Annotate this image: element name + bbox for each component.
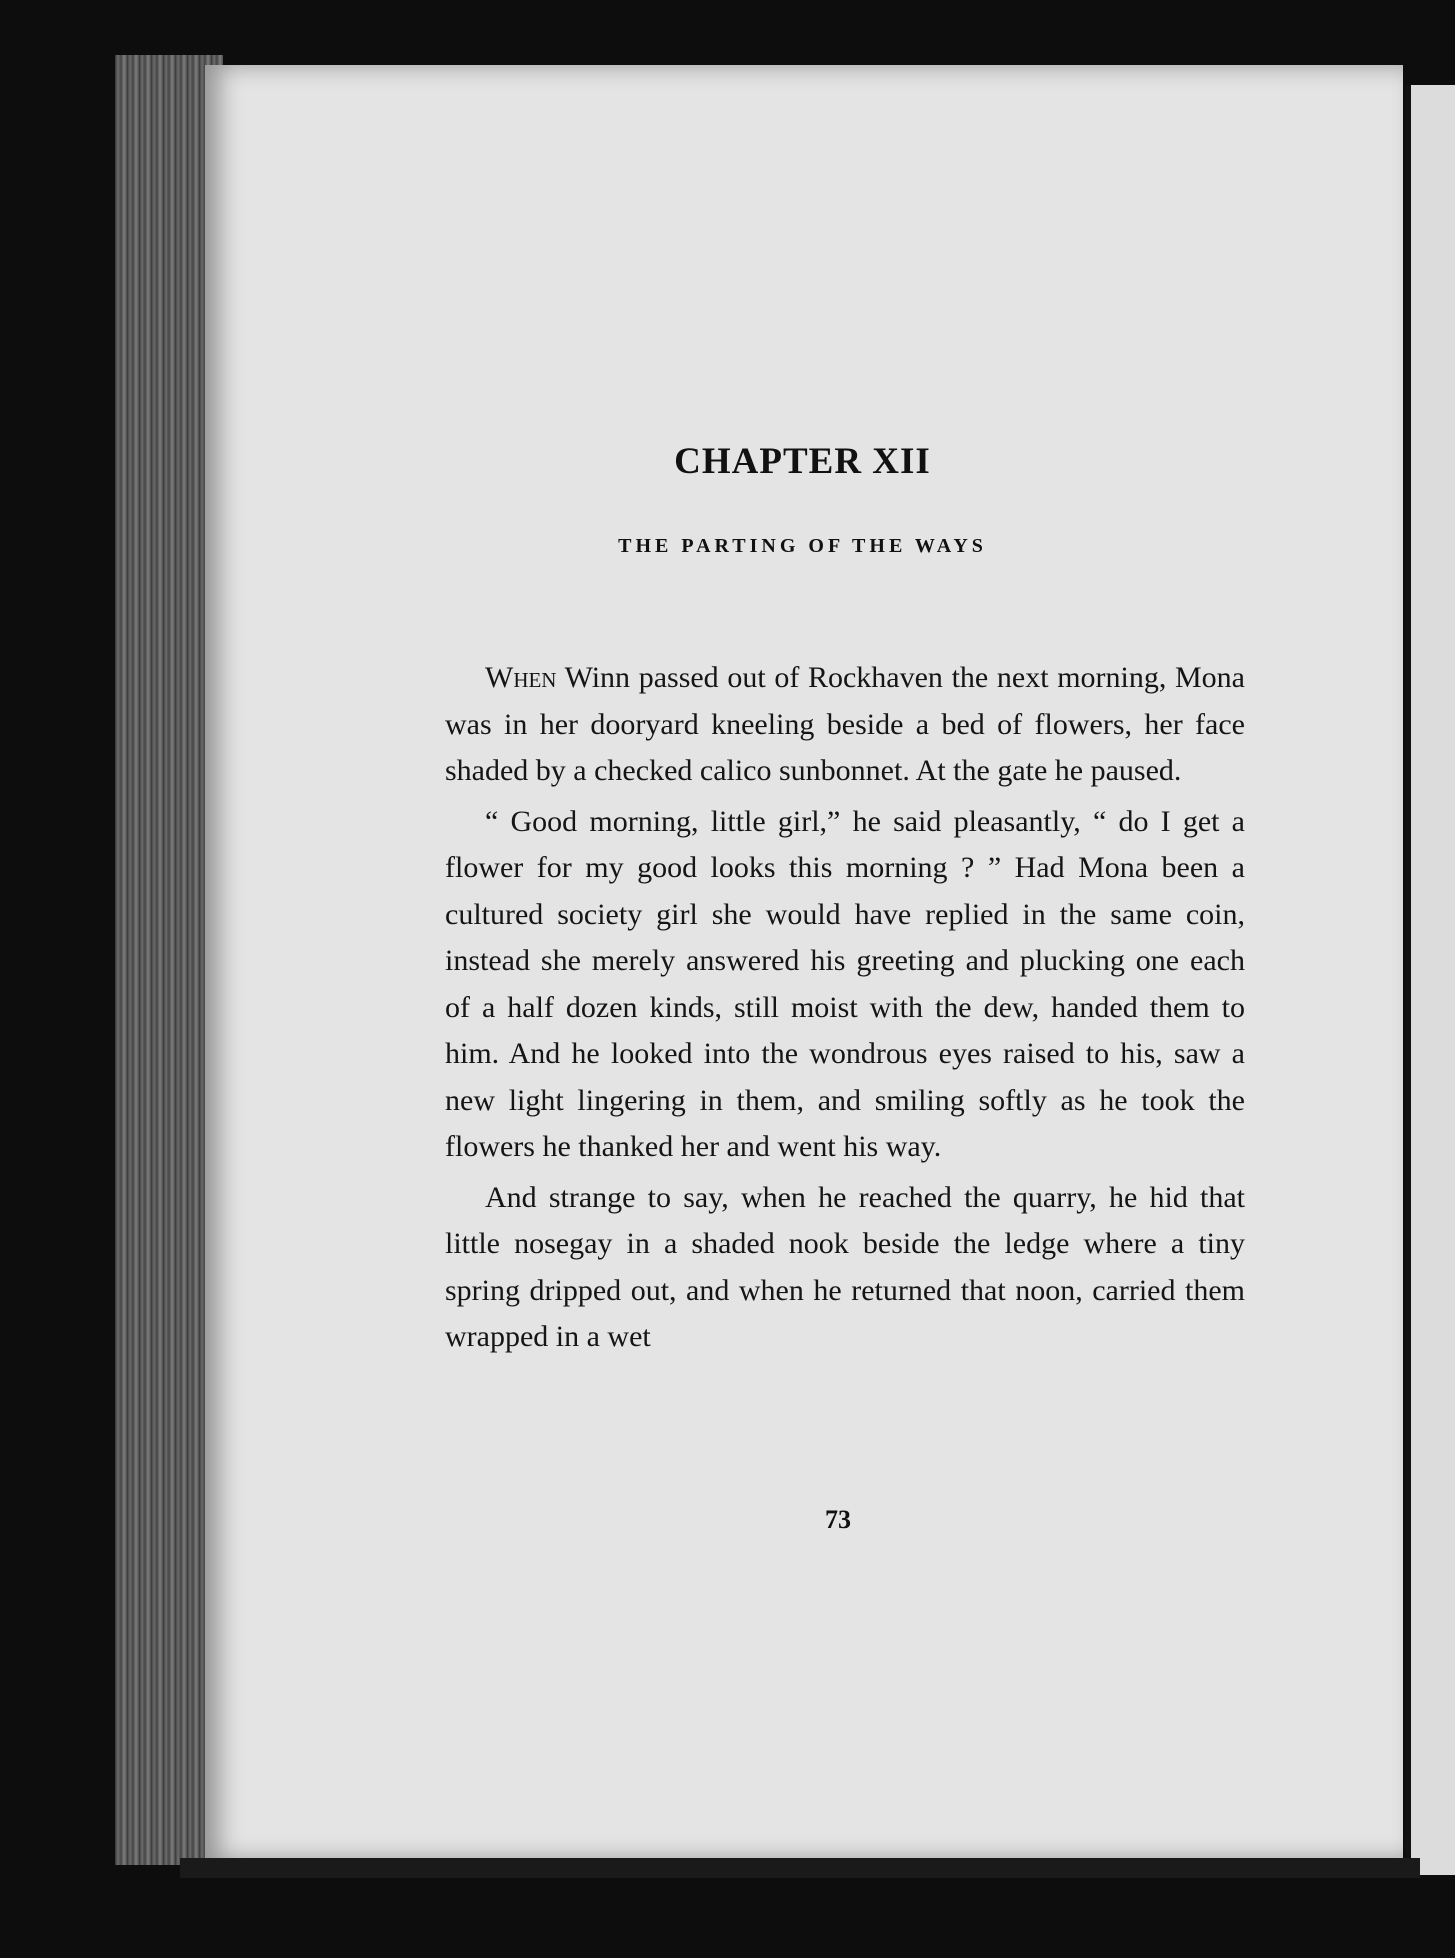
- page-bottom-shadow: [180, 1858, 1420, 1878]
- chapter-subtitle: THE PARTING OF THE WAYS: [618, 535, 987, 557]
- body-text: [445, 655, 1245, 1361]
- paragraph-2: “ Good morning, little girl,” he said pleasantly, “ do I get a flower for my good looks this morning ? ” Had Mona been a cultured society girl she would have replied in the same coin, instead she merely answered his greeting and plucking one each of a half dozen kinds, still moist with the dew, handed them to him. And he looked into the wondrous eyes raised to his, saw a new light lingering in them, and smiling softly as he took the flowers he thanked her and went his way.: [445, 804, 1245, 1163]
- facing-page-edge: [1405, 85, 1455, 1875]
- paragraph-1: [445, 655, 1245, 795]
- chapter-title: CHAPTER XII: [674, 441, 931, 482]
- page-number: 73: [825, 1505, 851, 1534]
- paragraph-1-lead: When: [485, 661, 557, 694]
- paragraph-3: And strange to say, when he reached the quarry, he hid that little nosegay in a shaded nook beside the ledge where a tiny spring dripped out, and when he returned that noon, carried them wrapped in a wet: [445, 1180, 1245, 1353]
- paragraph-1-text: Winn passed out of Rockhaven the next morning, Mona was in her dooryard kneeling beside a bed of flowers, her face shaded by a checked calico sunbonnet. At the gate he paused.: [445, 661, 1245, 787]
